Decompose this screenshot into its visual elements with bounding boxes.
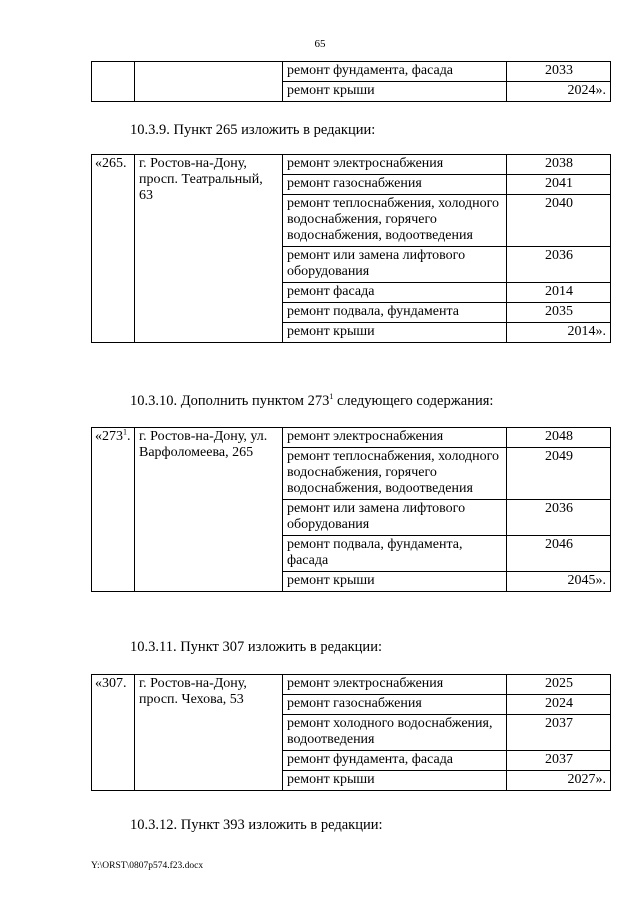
work-cell: ремонт фасада	[283, 283, 507, 303]
table-item-307	[91, 674, 611, 791]
work-cell: ремонт электроснабжения	[283, 675, 507, 695]
page-number: 65	[314, 38, 326, 50]
work-cell: ремонт крыши	[283, 771, 507, 791]
work-cell: ремонт крыши	[283, 82, 507, 102]
number-text: «273	[95, 429, 123, 444]
year-cell: 2037	[507, 751, 611, 771]
work-cell: ремонт или замена лифтового оборудования	[283, 500, 507, 536]
year-cell: 2036	[507, 500, 611, 536]
paragraph-10-3-11: 10.3.11. Пункт 307 изложить в редакции:	[130, 639, 382, 655]
work-cell: ремонт газоснабжения	[283, 175, 507, 195]
year-cell: 2037	[507, 715, 611, 751]
year-cell: 2024».	[507, 82, 611, 102]
paragraph-text: следующего содержания:	[333, 393, 494, 409]
paragraph-10-3-12: 10.3.12. Пункт 393 изложить в редакции:	[130, 817, 383, 833]
superscript: 1	[123, 427, 127, 437]
address-cell: г. Ростов-на-Дону, просп. Чехова, 53	[135, 675, 283, 791]
table-row	[92, 675, 611, 695]
address-cell	[135, 62, 283, 102]
year-cell: 2014».	[507, 323, 611, 343]
year-cell: 2038	[507, 155, 611, 175]
number-cell: «307.	[92, 675, 135, 791]
work-cell: ремонт электроснабжения	[283, 428, 507, 448]
table-row	[92, 62, 611, 82]
year-cell: 2035	[507, 303, 611, 323]
year-cell: 2046	[507, 536, 611, 572]
paragraph-10-3-10	[130, 393, 493, 410]
work-cell: ремонт электроснабжения	[283, 155, 507, 175]
paragraph-text: 10.3.10. Дополнить пунктом 273	[130, 393, 330, 409]
work-cell: ремонт теплоснабжения, холодного водоснабжения, горячего водоснабжения, водоотведения	[283, 195, 507, 247]
year-cell: 2036	[507, 247, 611, 283]
work-cell: ремонт газоснабжения	[283, 695, 507, 715]
work-cell: ремонт теплоснабжения, холодного водоснабжения, горячего водоснабжения, водоотведения	[283, 448, 507, 500]
number-cell: «265.	[92, 155, 135, 343]
year-cell: 2027».	[507, 771, 611, 791]
table-item-273-1	[91, 427, 611, 592]
year-cell: 2014	[507, 283, 611, 303]
year-cell: 2049	[507, 448, 611, 500]
work-cell: ремонт подвала, фундамента, фасада	[283, 536, 507, 572]
table-continuation	[91, 61, 611, 102]
address-cell: г. Ростов-на-Дону, просп. Театральный, 63	[135, 155, 283, 343]
year-cell: 2025	[507, 675, 611, 695]
number-cell	[92, 62, 135, 102]
paragraph-10-3-9: 10.3.9. Пункт 265 изложить в редакции:	[130, 122, 376, 138]
year-cell: 2040	[507, 195, 611, 247]
work-cell: ремонт холодного водоснабжения, водоотведения	[283, 715, 507, 751]
work-cell: ремонт подвала, фундамента	[283, 303, 507, 323]
work-cell: ремонт крыши	[283, 572, 507, 592]
table-row	[92, 428, 611, 448]
table-item-265	[91, 154, 611, 343]
address-cell: г. Ростов-на-Дону, ул. Варфоломеева, 265	[135, 428, 283, 592]
year-cell: 2048	[507, 428, 611, 448]
file-path-footer: Y:\ORST\0807p574.f23.docx	[91, 861, 204, 871]
work-cell: ремонт фундамента, фасада	[283, 62, 507, 82]
work-cell: ремонт фундамента, фасада	[283, 751, 507, 771]
number-cell	[92, 428, 135, 592]
table-row	[92, 155, 611, 175]
year-cell: 2033	[507, 62, 611, 82]
year-cell: 2041	[507, 175, 611, 195]
number-end: .	[127, 429, 131, 444]
year-cell: 2045».	[507, 572, 611, 592]
superscript: 1	[329, 392, 334, 402]
work-cell: ремонт или замена лифтового оборудования	[283, 247, 507, 283]
year-cell: 2024	[507, 695, 611, 715]
work-cell: ремонт крыши	[283, 323, 507, 343]
